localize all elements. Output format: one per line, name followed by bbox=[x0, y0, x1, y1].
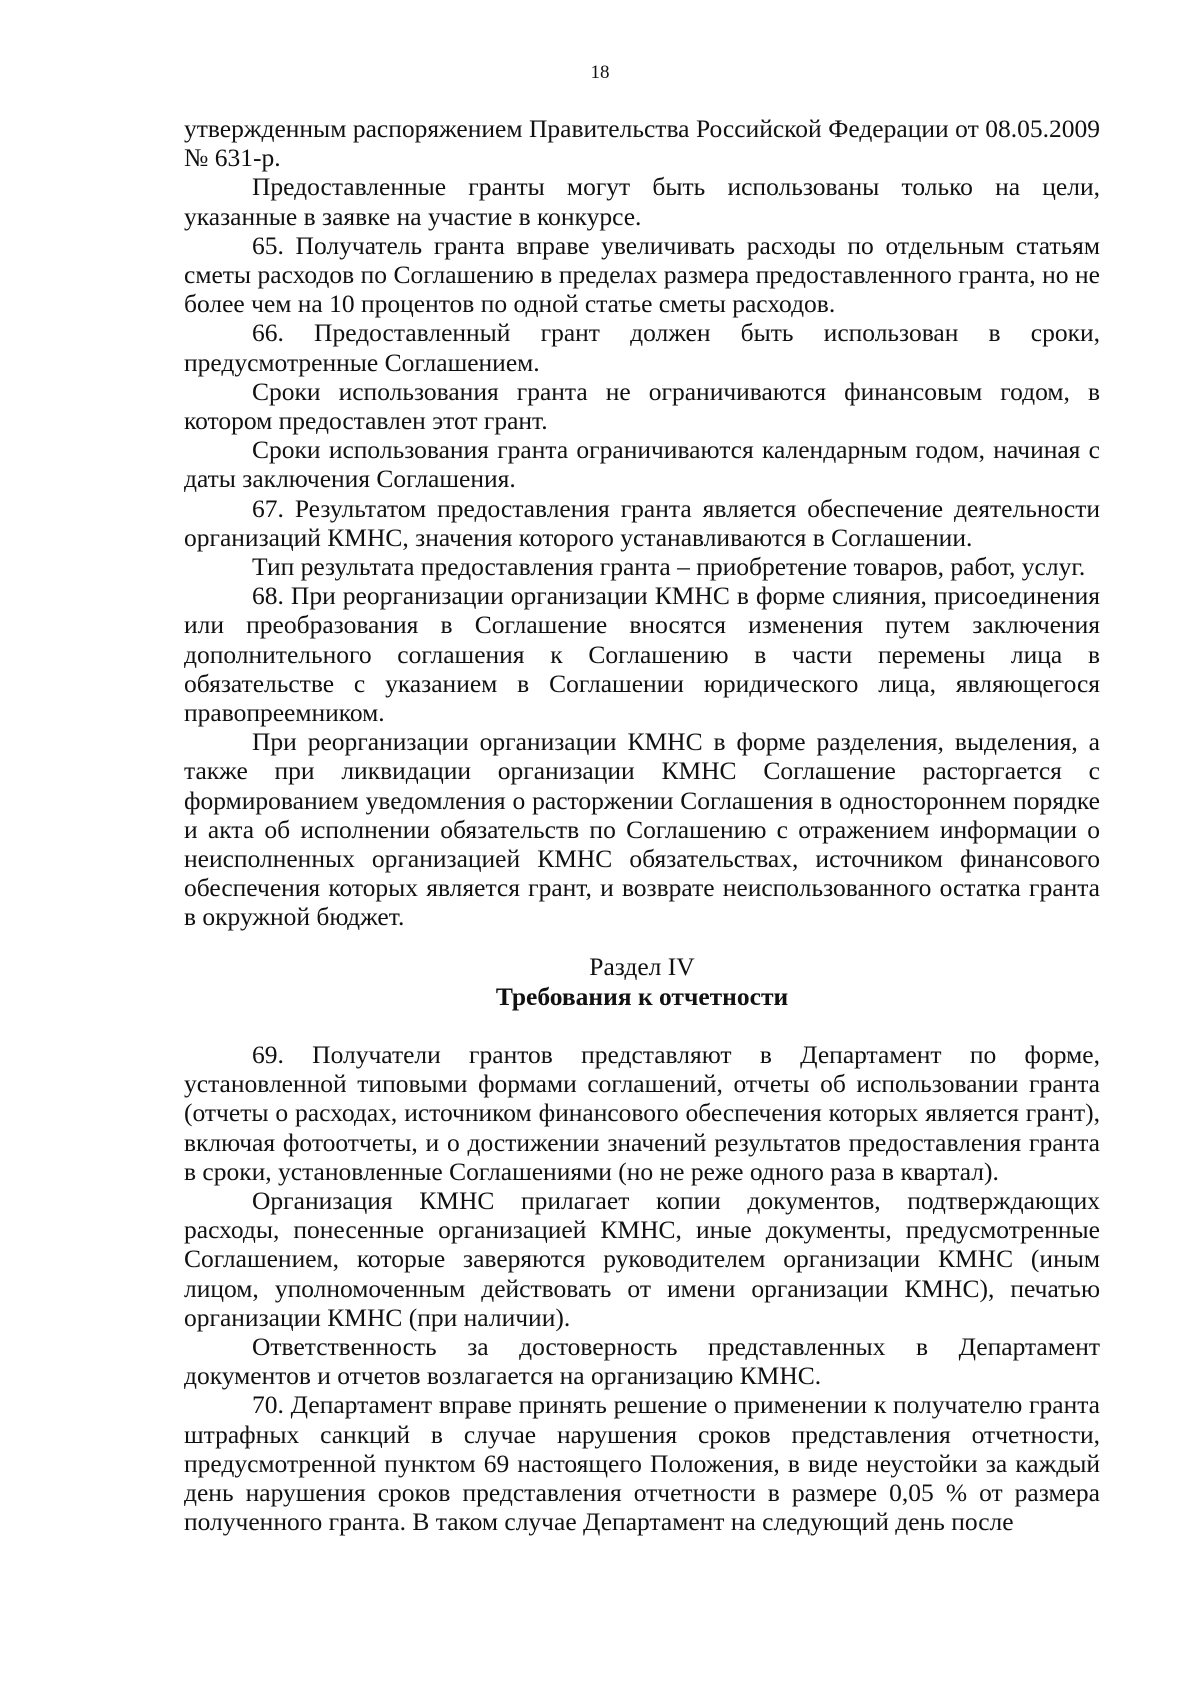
paragraph: Сроки использования гранта ограничиваются календарным годом, начиная с даты заключения Соглашения. bbox=[184, 435, 1100, 494]
page-number: 18 bbox=[590, 62, 610, 83]
paragraph: При реорганизации организации КМНС в форме разделения, выделения, а также при ликвидации организации КМНС Соглашение расторгается с формированием уведомления о расторжении Соглашения в одностороннем порядке и акта об исполнении обязательств по Соглашению с отражением информации о неисполненных организацией КМНС обязательствах, источником финансового обеспечения которых является грант, и возврате неиспользованного остатка гранта в окружной бюджет. bbox=[184, 727, 1100, 932]
section-number: Раздел IV bbox=[589, 952, 695, 981]
body-text-bottom bbox=[184, 1040, 1100, 1536]
paragraph-continuation: утвержденным распоряжением Правительства Российской Федерации от 08.05.2009 № 631-р. bbox=[184, 114, 1100, 173]
paragraph: Тип результата предоставления гранта – приобретение товаров, работ, услуг. bbox=[252, 552, 1086, 582]
body-text-top bbox=[184, 114, 1100, 932]
paragraph: Предоставленные гранты могут быть использованы только на цели, указанные в заявке на участие в конкурсе. bbox=[184, 172, 1100, 231]
paragraph: Организация КМНС прилагает копии документов, подтверждающих расходы, понесенные организацией КМНС, иные документы, предусмотренные Соглашением, которые заверяются руководителем организации КМНС (иным лицом, уполномоченным действовать от имени организации КМНС), печатью организации КМНС (при наличии). bbox=[184, 1186, 1100, 1332]
paragraph-item-66: 66. Предоставленный грант должен быть использован в сроки, предусмотренные Соглашением. bbox=[184, 318, 1100, 377]
paragraph: Ответственность за достоверность представленных в Департамент документов и отчетов возлагается на организацию КМНС. bbox=[184, 1332, 1100, 1391]
paragraph-item-68: 68. При реорганизации организации КМНС в форме слияния, присоединения или преобразования в Соглашение вносятся изменения путем заключения дополнительного соглашения к Соглашению в части перемены лица в обязательстве с указанием в Соглашении юридического лица, являющегося правопреемником. bbox=[184, 581, 1100, 728]
paragraph-item-69: 69. Получатели грантов представляют в Департамент по форме, установленной типовыми формами соглашений, отчеты об использовании гранта (отчеты о расходах, источником финансового обеспечения которых является грант), включая фотоотчеты, и о достижении значений результатов предоставления гранта в сроки, установленные Соглашениями (но не реже одного раза в квартал). bbox=[184, 1040, 1100, 1186]
section-heading bbox=[184, 952, 1100, 1012]
paragraph: Сроки использования гранта не ограничиваются финансовым годом, в котором предоставлен этот грант. bbox=[184, 376, 1100, 436]
section-title: Требования к отчетности bbox=[495, 982, 789, 1011]
paragraph-item-65: 65. Получатель гранта вправе увеличивать расходы по отдельным статьям сметы расходов по Соглашению в пределах размера предоставленного гранта, но не более чем на 10 процентов по одной статье сметы расходов. bbox=[184, 230, 1100, 319]
paragraph-item-67: 67. Результатом предоставления гранта является обеспечение деятельности организаций КМНС, значения которого устанавливаются в Соглашении. bbox=[184, 493, 1100, 552]
paragraph-item-70: 70. Департамент вправе принять решение о применении к получателю гранта штрафных санкций в случае нарушения сроков представления отчетности, предусмотренной пунктом 69 настоящего Положения, в виде неустойки за каждый день нарушения сроков представления отчетности в размере 0,05 % от размера полученного гранта. В таком случае Департамент на следующий день после bbox=[184, 1390, 1100, 1537]
